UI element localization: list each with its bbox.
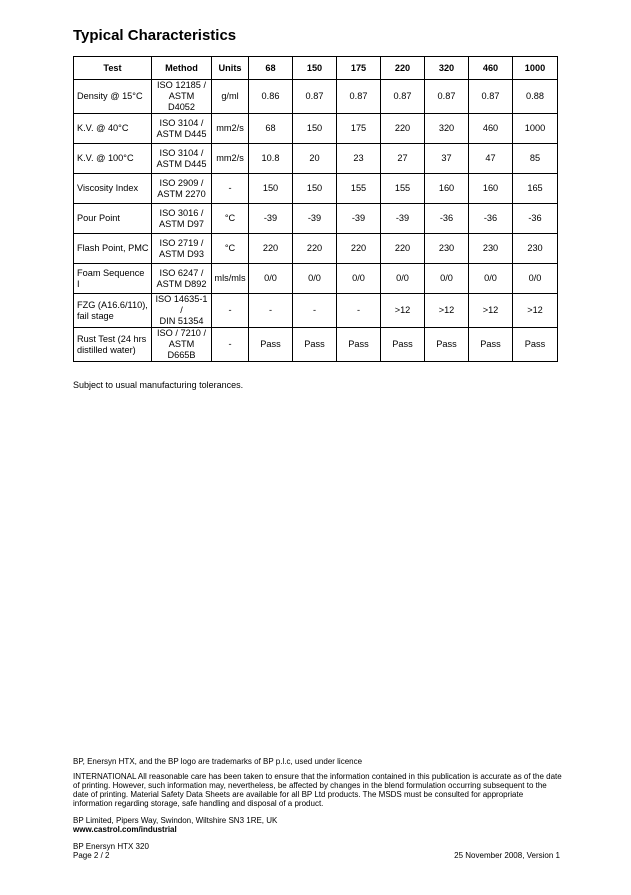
value-cell: 0.87 — [381, 80, 425, 114]
table-row — [74, 174, 558, 204]
test-name-cell: Density @ 15°C — [74, 80, 152, 114]
value-cell: 230 — [469, 234, 513, 264]
table-row — [74, 264, 558, 294]
units-cell: - — [212, 294, 249, 328]
column-header: Method — [152, 57, 212, 80]
value-cell: 0.88 — [513, 80, 558, 114]
value-cell: 47 — [469, 144, 513, 174]
method-line: ISO 3104 / — [159, 117, 204, 128]
company-address: BP Limited, Pipers Way, Swindon, Wiltshire SN3 1RE, UK — [73, 816, 278, 825]
value-cell: 230 — [513, 234, 558, 264]
test-name-cell: K.V. @ 100°C — [74, 144, 152, 174]
units-cell: mm2/s — [212, 144, 249, 174]
method-cell — [152, 204, 212, 234]
units-cell: mls/mls — [212, 264, 249, 294]
value-cell: Pass — [513, 328, 558, 362]
value-cell: >12 — [469, 294, 513, 328]
table-row — [74, 234, 558, 264]
method-line: ISO 12185 / — [156, 80, 207, 90]
table-row — [74, 114, 558, 144]
test-name-cell: FZG (A16.6/110), fail stage — [74, 294, 152, 328]
value-cell: Pass — [337, 328, 381, 362]
page-number: Page 2 / 2 — [73, 851, 110, 860]
website-link[interactable]: www.castrol.com/industrial — [73, 825, 177, 834]
value-cell: 220 — [337, 234, 381, 264]
method-line: ASTM D445 — [156, 158, 207, 169]
method-line: DIN 51354 — [159, 316, 204, 326]
column-header: 460 — [469, 57, 513, 80]
value-cell: - — [249, 294, 293, 328]
value-cell: 0.86 — [249, 80, 293, 114]
test-name-cell: Viscosity Index — [74, 174, 152, 204]
value-cell: >12 — [513, 294, 558, 328]
tolerance-note: Subject to usual manufacturing tolerances. — [73, 380, 244, 390]
units-cell: °C — [212, 234, 249, 264]
method-line: ISO / 7210 / — [156, 328, 207, 338]
value-cell: -39 — [249, 204, 293, 234]
column-header: 68 — [249, 57, 293, 80]
table-row — [74, 80, 558, 114]
value-cell: 27 — [381, 144, 425, 174]
value-cell: Pass — [381, 328, 425, 362]
method-line: ISO 2909 / — [159, 177, 204, 188]
value-cell: 220 — [293, 234, 337, 264]
method-line: ISO 14635-1 / — [155, 294, 208, 315]
value-cell: 220 — [249, 234, 293, 264]
value-cell: -36 — [425, 204, 469, 234]
value-cell: -36 — [469, 204, 513, 234]
value-cell: 150 — [293, 174, 337, 204]
table-row — [74, 294, 558, 328]
value-cell: 155 — [381, 174, 425, 204]
characteristics-table — [73, 56, 558, 362]
method-cell — [152, 174, 212, 204]
value-cell: 175 — [337, 114, 381, 144]
value-cell: 230 — [425, 234, 469, 264]
units-cell: - — [212, 328, 249, 362]
column-header: 150 — [293, 57, 337, 80]
value-cell: 220 — [381, 234, 425, 264]
value-cell: 0.87 — [469, 80, 513, 114]
value-cell: Pass — [293, 328, 337, 362]
value-cell: 460 — [469, 114, 513, 144]
column-header: Test — [74, 57, 152, 80]
value-cell: 23 — [337, 144, 381, 174]
value-cell: - — [337, 294, 381, 328]
method-line: ISO 6247 / — [159, 267, 204, 278]
method-line: ISO 2719 / — [159, 237, 204, 248]
value-cell: 20 — [293, 144, 337, 174]
value-cell: Pass — [249, 328, 293, 362]
value-cell: 10.8 — [249, 144, 293, 174]
value-cell: 150 — [249, 174, 293, 204]
method-line: ASTM D445 — [156, 128, 207, 139]
value-cell: 0.87 — [293, 80, 337, 114]
value-cell: 0/0 — [425, 264, 469, 294]
method-cell — [152, 294, 212, 328]
method-cell — [152, 114, 212, 144]
disclaimer-text: INTERNATIONAL All reasonable care has been taken to ensure that the information contained in this publication is accurate as of the date of printing. However, such information may, nevertheless, be affected by changes in the blend formulation occurring subsequent to the date of printing. Material Safety Data Sheets are available for all BP Ltd products. The MSDS must be consulted for appropriate information regarding storage, safe handling and disposal of a product. — [73, 772, 562, 808]
value-cell: 0.87 — [425, 80, 469, 114]
trademark-notice: BP, Enersyn HTX, and the BP logo are trademarks of BP p.l.c, used under licence — [73, 757, 363, 766]
value-cell: 0.87 — [337, 80, 381, 114]
value-cell: 320 — [425, 114, 469, 144]
column-header: 320 — [425, 57, 469, 80]
value-cell: -36 — [513, 204, 558, 234]
method-line: ISO 3016 / — [159, 207, 204, 218]
value-cell: >12 — [425, 294, 469, 328]
table-row — [74, 328, 558, 362]
method-cell — [152, 80, 212, 114]
method-line: ASTM D97 — [159, 218, 204, 229]
units-cell: °C — [212, 204, 249, 234]
test-name-cell: K.V. @ 40°C — [74, 114, 152, 144]
value-cell: 0/0 — [469, 264, 513, 294]
test-name-cell: Foam Sequence I — [74, 264, 152, 294]
value-cell: >12 — [381, 294, 425, 328]
value-cell: 0/0 — [293, 264, 337, 294]
units-cell: g/ml — [212, 80, 249, 114]
units-cell: mm2/s — [212, 114, 249, 144]
column-header: 175 — [337, 57, 381, 80]
method-line: ASTM D892 — [156, 278, 207, 289]
value-cell: -39 — [381, 204, 425, 234]
value-cell: 165 — [513, 174, 558, 204]
value-cell: 37 — [425, 144, 469, 174]
value-cell: 68 — [249, 114, 293, 144]
method-cell — [152, 328, 212, 362]
test-name-cell: Pour Point — [74, 204, 152, 234]
product-name: BP Enersyn HTX 320 — [73, 842, 149, 851]
table-header-row — [74, 57, 558, 80]
method-line: ASTM D665B — [167, 339, 196, 360]
page-title: Typical Characteristics — [73, 27, 237, 44]
units-cell: - — [212, 174, 249, 204]
value-cell: 160 — [425, 174, 469, 204]
value-cell: Pass — [469, 328, 513, 362]
value-cell: 85 — [513, 144, 558, 174]
test-name-cell: Rust Test (24 hrs distilled water) — [74, 328, 152, 362]
method-line: ASTM D93 — [159, 248, 204, 259]
method-cell — [152, 264, 212, 294]
table-row — [74, 144, 558, 174]
value-cell: - — [293, 294, 337, 328]
value-cell: Pass — [425, 328, 469, 362]
value-cell: 1000 — [513, 114, 558, 144]
value-cell: 150 — [293, 114, 337, 144]
value-cell: 220 — [381, 114, 425, 144]
column-header: 220 — [381, 57, 425, 80]
value-cell: 0/0 — [337, 264, 381, 294]
value-cell: 160 — [469, 174, 513, 204]
table-row — [74, 204, 558, 234]
method-line: ASTM 2270 — [157, 188, 206, 199]
value-cell: 0/0 — [249, 264, 293, 294]
value-cell: -39 — [293, 204, 337, 234]
column-header: Units — [212, 57, 249, 80]
column-header: 1000 — [513, 57, 558, 80]
document-date: 25 November 2008, Version 1 — [454, 851, 560, 860]
test-name-cell: Flash Point, PMC — [74, 234, 152, 264]
value-cell: 0/0 — [513, 264, 558, 294]
value-cell: -39 — [337, 204, 381, 234]
method-line: ASTM D4052 — [167, 91, 196, 112]
method-cell — [152, 234, 212, 264]
value-cell: 155 — [337, 174, 381, 204]
value-cell: 0/0 — [381, 264, 425, 294]
method-line: ISO 3104 / — [159, 147, 204, 158]
method-cell — [152, 144, 212, 174]
